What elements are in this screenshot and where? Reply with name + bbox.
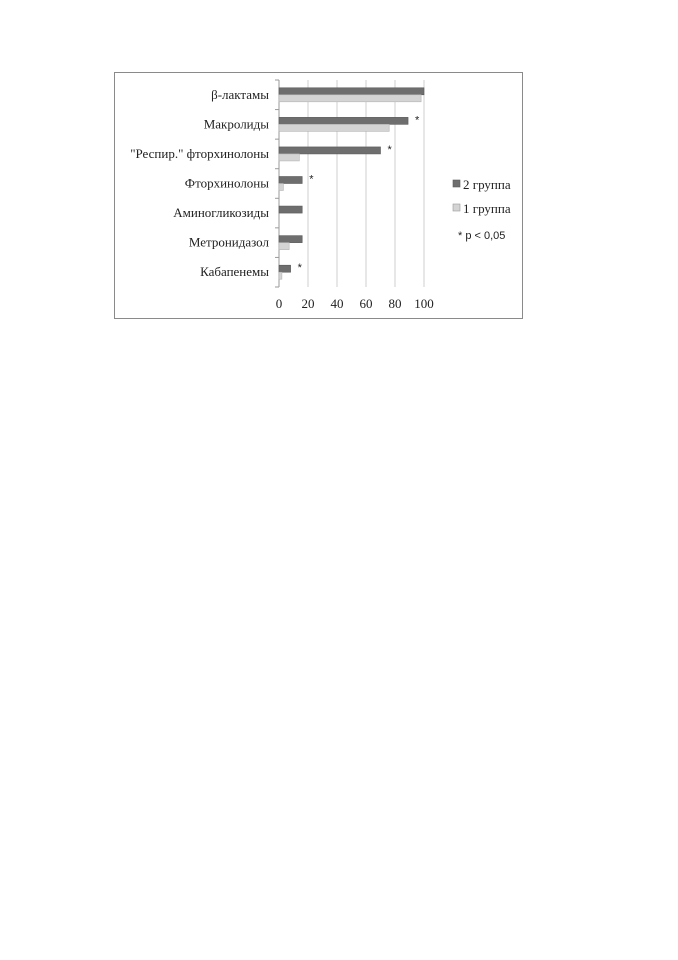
bar-series-1-0 (279, 88, 424, 95)
legend-swatch-2-group (453, 180, 460, 187)
significance-marker: * (297, 262, 302, 275)
x-tick-label: 40 (330, 296, 344, 311)
category-label: β-лактамы (211, 86, 269, 102)
legend-swatch-1-group (453, 204, 460, 211)
category-label: Аминогликозиды (173, 205, 269, 221)
bar-series-1-3 (279, 177, 302, 184)
bars (279, 88, 424, 279)
bar-series-1-4 (279, 206, 302, 213)
bar-series-2-2 (279, 154, 299, 161)
bar-series-2-0 (279, 95, 421, 102)
x-tick-label: 80 (388, 296, 402, 311)
legend (453, 177, 511, 242)
bar-series-2-1 (279, 124, 389, 131)
significance-marker: * (309, 173, 314, 186)
legend-label-1-group: 1 группа (463, 201, 511, 216)
bar-series-2-3 (279, 184, 283, 191)
category-label: Фторхинолоны (184, 175, 269, 191)
x-tick-label: 100 (414, 296, 434, 311)
category-label: Макролиды (203, 116, 269, 132)
bar-series-1-6 (279, 265, 291, 272)
category-labels (130, 87, 269, 279)
x-tick-labels (276, 296, 434, 311)
category-label: Метронидазол (188, 234, 269, 250)
significance-marker: * (387, 143, 392, 156)
bar-series-1-5 (279, 236, 302, 243)
chart-frame (114, 72, 523, 319)
bar-series-2-5 (279, 243, 289, 250)
bar-chart (115, 73, 522, 318)
x-tick-label: 60 (359, 296, 373, 311)
bar-series-2-6 (279, 272, 282, 279)
x-tick-label: 20 (301, 296, 315, 311)
bar-series-1-1 (279, 117, 408, 124)
category-label: "Респир." фторхинолоны (130, 145, 269, 161)
bar-series-1-2 (279, 147, 381, 154)
legend-label-2-group: 2 группа (463, 177, 511, 192)
significance-note: * p < 0,05 (458, 230, 506, 242)
category-label: Кабапенемы (200, 264, 269, 280)
significance-marker: * (415, 114, 420, 127)
x-tick-label: 0 (275, 296, 283, 311)
